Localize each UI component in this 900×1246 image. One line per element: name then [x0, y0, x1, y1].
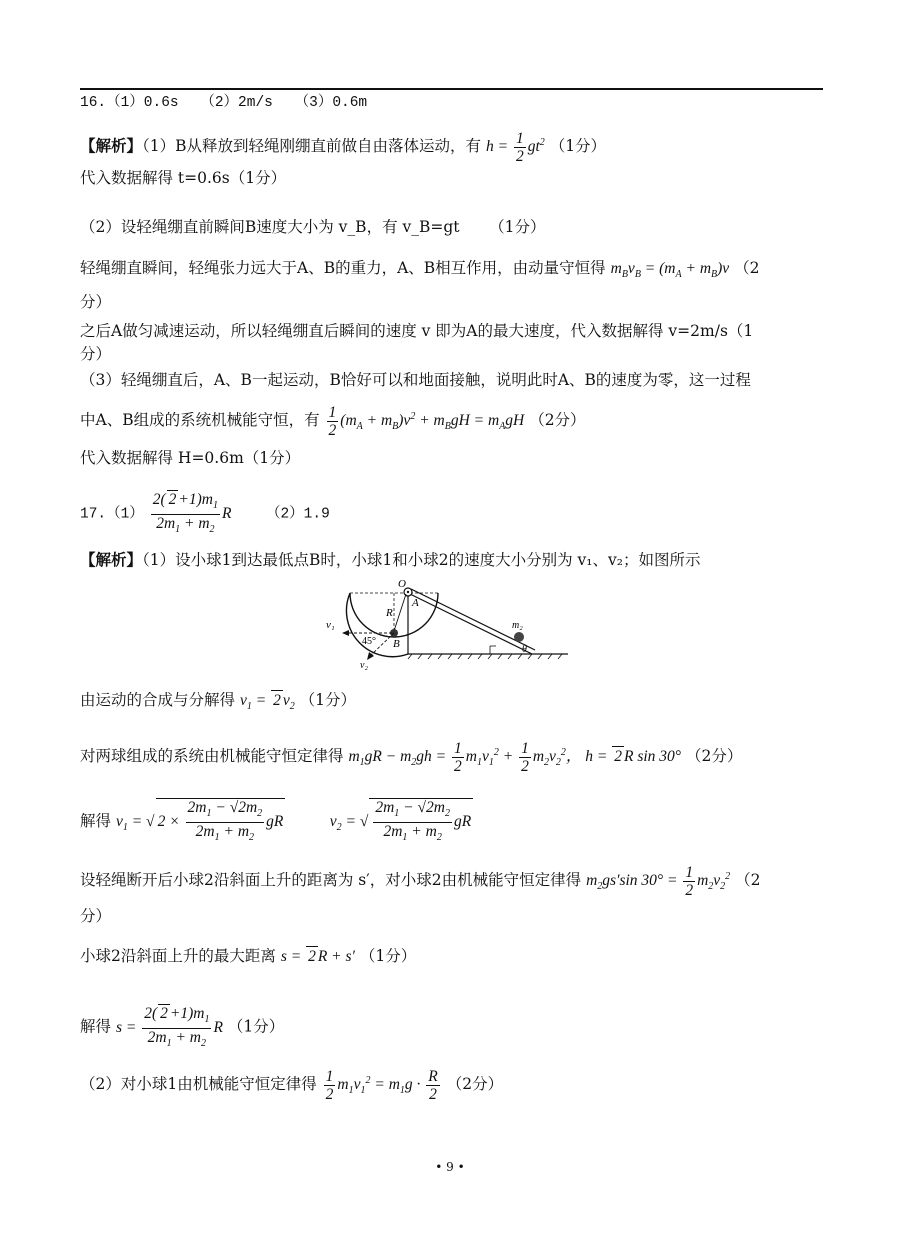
q16-p1: 【解析】（1）B从释放到轻绳刚绷直前做自由落体运动，有 h = $\frac{1}{2}$ $gt^2$ （1分）	[80, 130, 607, 165]
q16-p6: （3）轻绳绷直后，A、B一起运动，B恰好可以和地面接触，说明此时A、B的速度为零，这一过程	[80, 371, 751, 389]
analysis-tag: 【解析】	[80, 550, 143, 569]
eq-incline: $m_2gs'\sin$ 30° = $\frac{1}{2}$ $m_2v_2^2$	[586, 864, 731, 899]
q17-p5: 设轻绳断开后小球2沿斜面上升的距离为 s′，对小球2由机械能守恒定律得 $m_2gs'\sin$ 30° = $\frac{1}{2}$ $m_2v_2^2$ （2	[80, 864, 761, 899]
label-B: B	[393, 638, 400, 650]
eq-answer-s: $\frac{2( 2 +1)m_1}{2m_1 + m_2}$ R	[152, 491, 232, 536]
header-rule	[80, 88, 823, 90]
q17-p5-tail: 分）	[80, 907, 112, 925]
q17-p7: 解得 s = $\frac{2( 2 +1)m_1}{2m_1 + m_2}$ R （1分）	[80, 1005, 285, 1050]
q17-p6: 小球2沿斜面上升的最大距离 s = 2 R + s′ （1分）	[80, 947, 417, 965]
eq-ball1-energy: $\frac{1}{2}$ $m_1v_1^2 = m_1g$ · $\frac{R}{2}$	[325, 1068, 438, 1103]
eq-v1-v2: $v_1 = 2$ $v_2$	[239, 692, 295, 713]
q16-answer: 16.（1）0.6s （2）2m/s （3）0.6m	[80, 95, 368, 111]
label-v1: v₁	[326, 619, 335, 631]
q17-answer: 17.（1） $\frac{2( 2 +1)m_1}{2m_1 + m_2}$ R （2）1.9	[80, 491, 330, 536]
label-m2: m₂	[512, 620, 523, 631]
eq-momentum: $m_Bv_B = (m_A + m_B)v$	[610, 260, 730, 281]
q16-p4: 轻绳绷直瞬间，轻绳张力远大于A、B的重力，A、B相互作用，由动量守恒得 $m_Bv_B = (m_A + m_B)v$ （2	[80, 259, 760, 281]
analysis-tag: 【解析】	[80, 136, 143, 156]
q17-p2: 由运动的合成与分解得 $v_1 = 2$ $v_2$ （1分）	[80, 691, 357, 713]
q16-p8: 代入数据解得 H=0.6m（1分）	[80, 449, 301, 467]
eq-free-fall: h = $\frac{1}{2}$ $gt^2$	[485, 130, 545, 165]
eq-v1-result: $v_1$ = √ 2 × $\frac{2m_1 - √2m_2}{2m_1 + m_2}$ gR	[116, 813, 285, 830]
q17-p3: 对两球组成的系统由机械能守恒定律得 $m_1gR - m_2gh$ = $\frac{1}{2}$ $m_1v_1^2$ + $\frac{1}{2}$ $m_2v_2^2$， h = 2 R sin 30° （2分）	[80, 740, 743, 775]
q16-p4-tail: 分）	[80, 293, 112, 311]
label-theta: θ	[522, 644, 527, 655]
q16-p3: （2）设轻绳绷直前瞬间B速度大小为 v_B，有 v_B=gt （1分）	[80, 218, 546, 236]
eq-max-distance: s = 2 R + s′	[280, 948, 355, 965]
page-number: • 9 •	[435, 1160, 465, 1174]
label-v2: v₂	[360, 660, 368, 670]
eq-energy-system: $m_1gR - m_2gh$ = $\frac{1}{2}$ $m_1v_1^2$ + $\frac{1}{2}$ $m_2v_2^2$， h = 2 R sin 30°	[348, 740, 682, 775]
q17-p8: （2）对小球1由机械能守恒定律得 $\frac{1}{2}$ $m_1v_1^2 = m_1g$ · $\frac{R}{2}$ （2分）	[80, 1068, 504, 1103]
eq-s-result: s = $\frac{2( 2 +1)m_1}{2m_1 + m_2}$ R	[115, 1005, 223, 1050]
mechanics-figure	[320, 576, 580, 670]
q17-p4: 解得 $v_1$ = √ 2 × $\frac{2m_1 - √2m_2}{2m_1 + m_2}$ gR $v_2$ = √ $\frac{2m_1 - √2m_2}{2m_1 + m_2}$ gR	[80, 798, 473, 846]
q16-p7: 中A、B组成的系统机械能守恒，有 $\frac{1}{2}$ $(m_A + m_B)v^2 + m_BgH = m_AgH$ （2分）	[80, 404, 586, 439]
q17-p1: 【解析】（1）设小球1到达最低点B时，小球1和小球2的速度大小分别为 v₁、v₂；如图所示	[80, 550, 701, 569]
q16-p5: 之后A做匀减速运动，所以轻绳绷直后瞬间的速度 v 即为A的最大速度，代入数据解得 v=2m/s（1	[80, 322, 754, 340]
label-O: O	[398, 578, 406, 590]
q16-p2: 代入数据解得 t=0.6s（1分）	[80, 169, 287, 187]
label-R: R	[386, 607, 393, 619]
eq-energy-ab: $\frac{1}{2}$ $(m_A + m_B)v^2 + m_BgH = m_AgH$	[328, 404, 525, 439]
eq-v2-result: $v_2$ = √ $\frac{2m_1 - √2m_2}{2m_1 + m_2}$ gR	[330, 813, 473, 830]
label-angle: 45°	[362, 636, 376, 647]
q16-p5-tail: 分）	[80, 345, 112, 363]
label-A: A	[412, 597, 419, 609]
